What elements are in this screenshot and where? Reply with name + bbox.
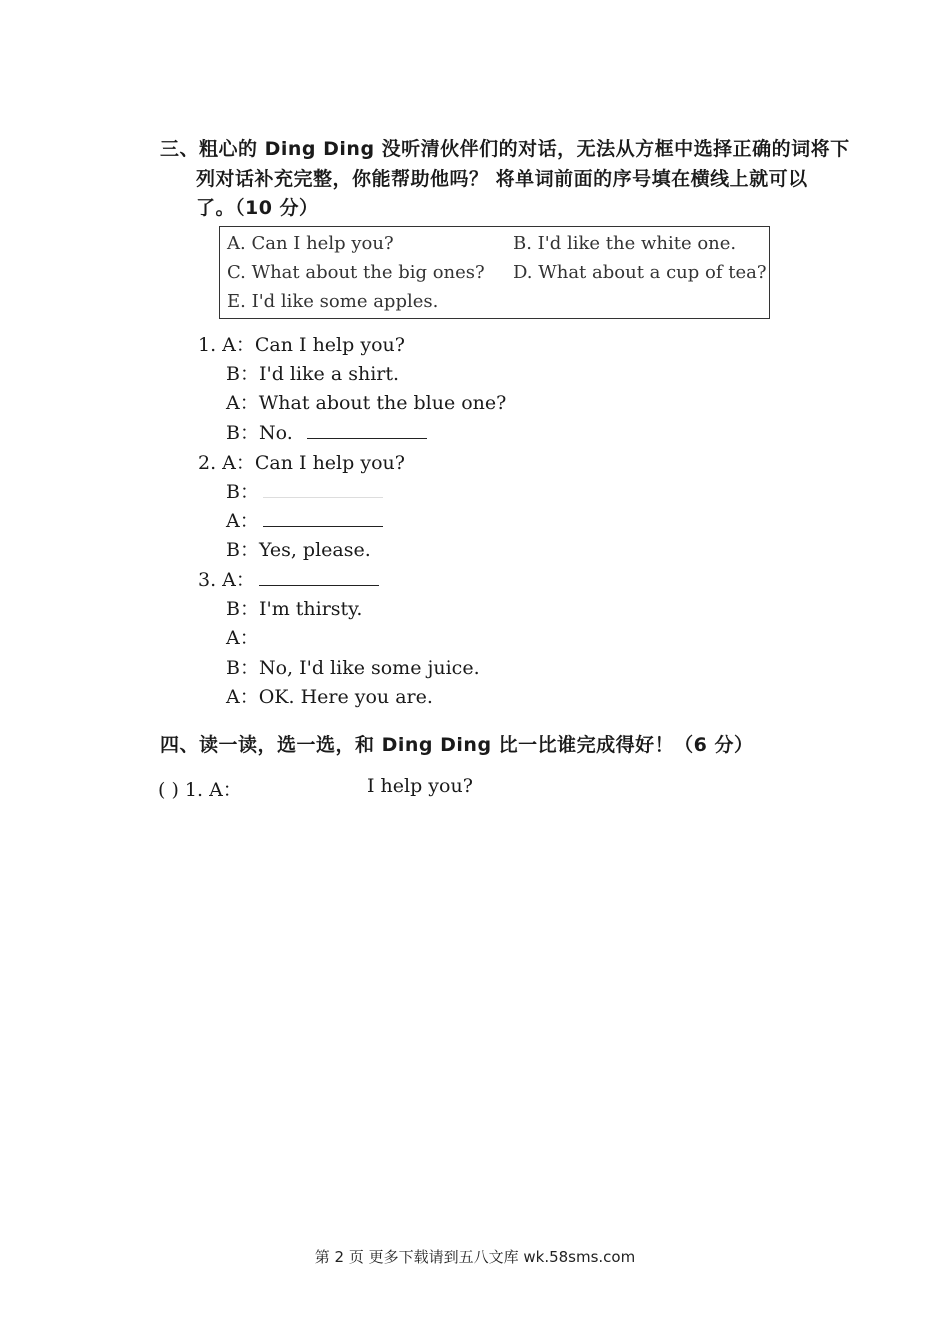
dialogue-3-line-4: B：No, I'd like some juice. bbox=[226, 657, 480, 679]
dialogue-3-line-5: A：OK. Here you are. bbox=[226, 686, 433, 708]
answer-blank[interactable] bbox=[263, 512, 383, 527]
dialogue-2-line-3-text: A： bbox=[226, 510, 259, 532]
section-3-title-line-2: 列对话补充完整，你能帮助他吗？ 将单词前面的序号填在横线上就可以 bbox=[196, 168, 808, 190]
dialogue-2-line-2-text: B： bbox=[226, 481, 259, 503]
option-e: E. I'd like some apples. bbox=[227, 291, 439, 312]
section-3-title-line-3: 了。（10 分） bbox=[196, 197, 319, 219]
dialogue-2-line-4: B：Yes, please. bbox=[226, 539, 371, 561]
option-c: C. What about the big ones? bbox=[227, 262, 485, 283]
section-3-title-line-1: 三、粗心的 Ding Ding 没听清伙伴们的对话，无法从方框中选择正确的词将下 bbox=[160, 138, 850, 160]
option-a: A. Can I help you? bbox=[227, 233, 394, 254]
dialogue-1-line-4 bbox=[226, 418, 427, 445]
dialogue-1-line-4-text: B：No. bbox=[226, 422, 293, 444]
dialogue-3-line-2: B：I'm thirsty. bbox=[226, 598, 363, 620]
answer-blank[interactable] bbox=[259, 571, 379, 586]
dialogue-3-line-1-text: 3. A： bbox=[198, 569, 255, 591]
dialogue-1-line-1: 1. A：Can I help you? bbox=[198, 334, 405, 356]
dialogue-1-line-2: B：I'd like a shirt. bbox=[226, 363, 400, 385]
dialogue-3-line-3: A： bbox=[226, 627, 259, 649]
dialogue-1-line-3: A：What about the blue one? bbox=[226, 392, 507, 414]
section-4-title: 四、读一读，选一选，和 Ding Ding 比一比谁完成得好！（6 分） bbox=[160, 734, 754, 756]
answer-blank[interactable] bbox=[307, 424, 427, 439]
dialogue-2-line-3 bbox=[226, 506, 383, 533]
page-footer: 第 2 页 更多下载请到五八文库 wk.58sms.com bbox=[314, 1248, 636, 1266]
dialogue-2-line-1: 2. A：Can I help you? bbox=[198, 452, 405, 474]
answer-blank[interactable] bbox=[263, 483, 383, 498]
dialogue-2-line-2 bbox=[226, 477, 383, 504]
section-4-question-1-prefix: ( ) 1. A： bbox=[158, 779, 242, 801]
section-4-question-1-text: I help you? bbox=[367, 775, 473, 797]
option-b: B. I'd like the white one. bbox=[513, 233, 737, 254]
option-d: D. What about a cup of tea? bbox=[513, 262, 767, 283]
dialogue-3-line-1 bbox=[198, 565, 379, 592]
options-box bbox=[219, 226, 770, 319]
